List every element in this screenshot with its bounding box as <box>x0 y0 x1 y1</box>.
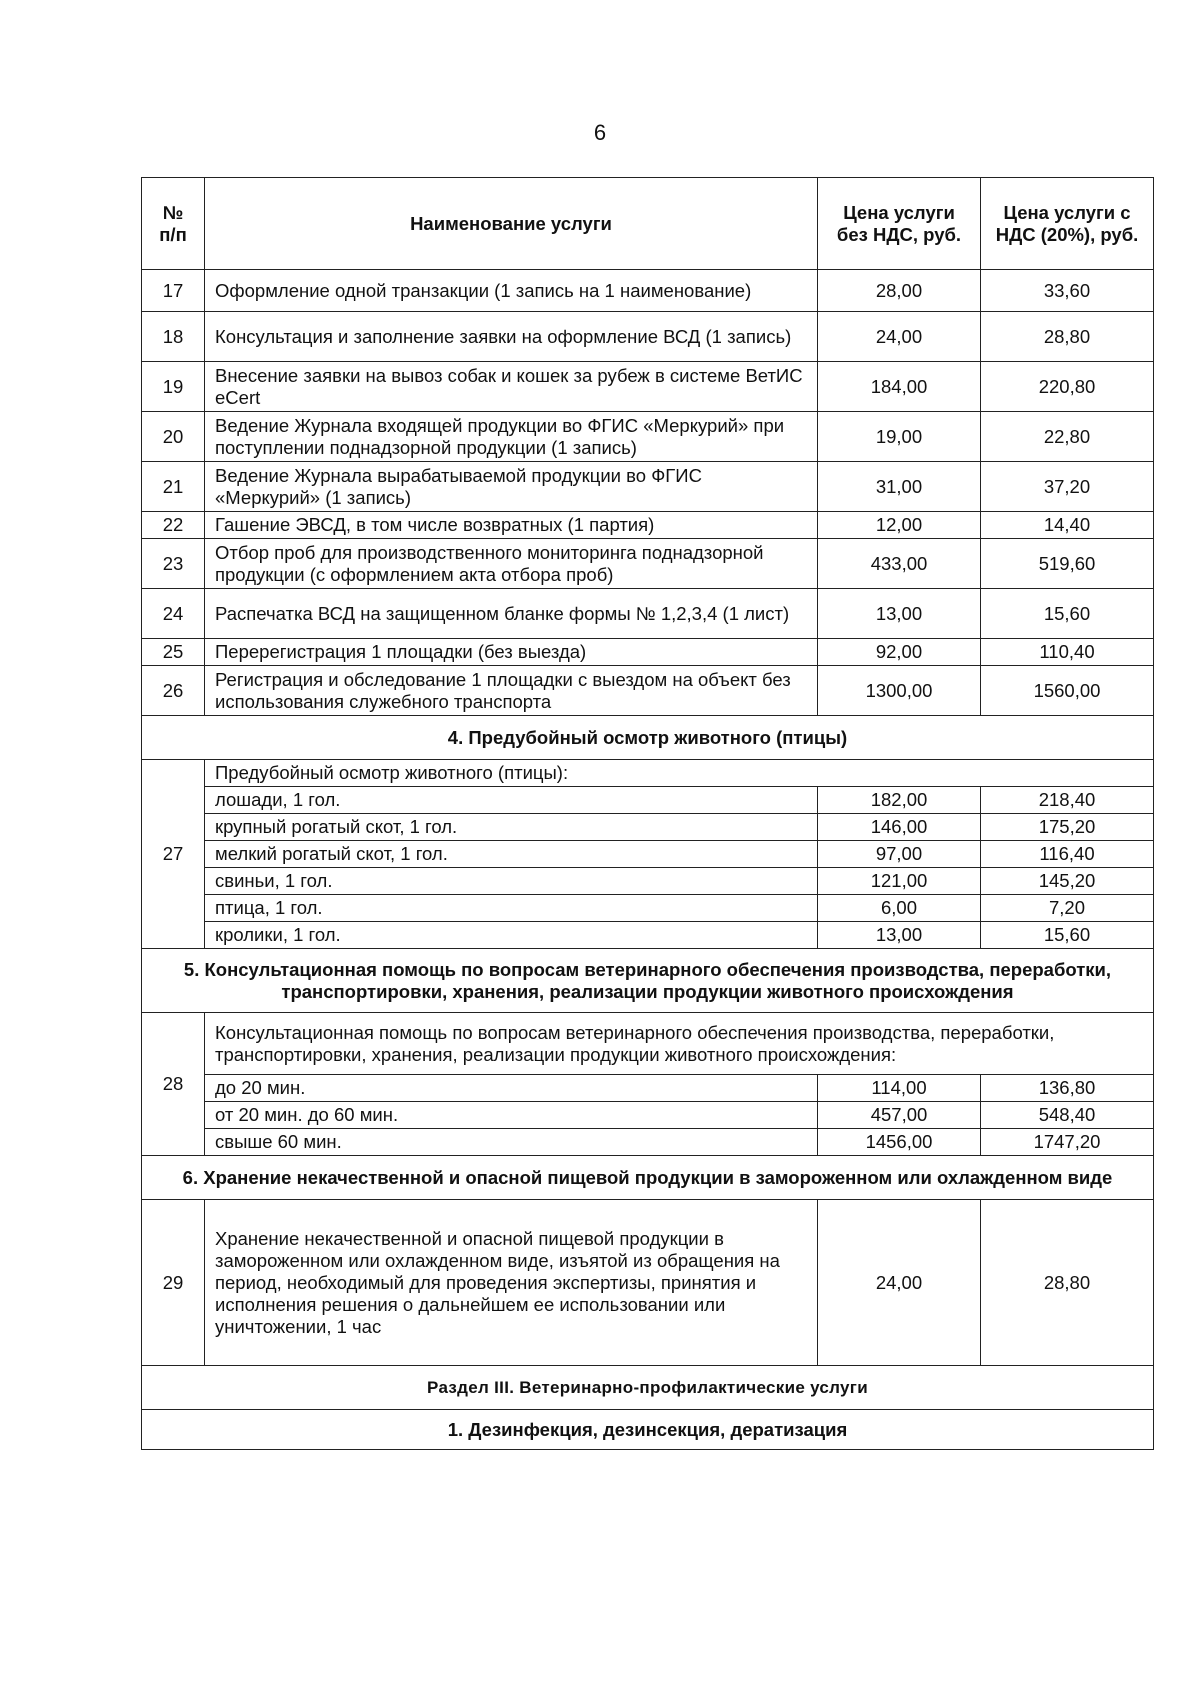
sub-row <box>142 1129 1154 1156</box>
price-no-vat: 24,00 <box>818 1200 981 1366</box>
sub-item-name: крупный рогатый скот, 1 гол. <box>205 814 818 841</box>
price-vat: 145,20 <box>981 868 1154 895</box>
section-6-title: 6. Хранение некачественной и опасной пищевой продукции в замороженном или охлажденном виде <box>142 1156 1154 1200</box>
price-table <box>141 177 1154 1450</box>
price-vat: 37,20 <box>981 462 1154 512</box>
price-vat: 218,40 <box>981 787 1154 814</box>
sub-row <box>142 868 1154 895</box>
row-number: 22 <box>142 512 205 539</box>
table-row <box>142 462 1154 512</box>
price-vat: 15,60 <box>981 589 1154 639</box>
part-3-subsection-title: 1. Дезинфекция, дезинсекция, дератизация <box>142 1410 1154 1450</box>
sub-item-name: свиньи, 1 гол. <box>205 868 818 895</box>
sub-item-name: кролики, 1 гол. <box>205 922 818 949</box>
sub-row <box>142 814 1154 841</box>
row-number: 19 <box>142 362 205 412</box>
table-row <box>142 666 1154 716</box>
sub-row <box>142 1102 1154 1129</box>
price-no-vat: 1300,00 <box>818 666 981 716</box>
row-number: 29 <box>142 1200 205 1366</box>
service-intro: Консультационная помощь по вопросам ветеринарного обеспечения производства, переработки, транспортировки, хранения, реализации продукции животного происхождения: <box>205 1013 1154 1075</box>
price-vat: 548,40 <box>981 1102 1154 1129</box>
sub-row <box>142 787 1154 814</box>
price-vat: 175,20 <box>981 814 1154 841</box>
table-row <box>142 412 1154 462</box>
sub-row <box>142 841 1154 868</box>
price-no-vat: 146,00 <box>818 814 981 841</box>
service-intro: Предубойный осмотр животного (птицы): <box>205 760 1154 787</box>
table-row <box>142 1013 1154 1075</box>
price-vat: 28,80 <box>981 1200 1154 1366</box>
row-number: 23 <box>142 539 205 589</box>
service-name: Перерегистрация 1 площадки (без выезда) <box>205 639 818 666</box>
price-vat: 1747,20 <box>981 1129 1154 1156</box>
price-vat: 15,60 <box>981 922 1154 949</box>
price-vat: 33,60 <box>981 270 1154 312</box>
price-vat: 14,40 <box>981 512 1154 539</box>
price-no-vat: 92,00 <box>818 639 981 666</box>
price-no-vat: 13,00 <box>818 922 981 949</box>
price-no-vat: 28,00 <box>818 270 981 312</box>
sub-item-name: мелкий рогатый скот, 1 гол. <box>205 841 818 868</box>
header-price-no-vat: Цена услуги без НДС, руб. <box>818 178 981 270</box>
section-row <box>142 1156 1154 1200</box>
price-no-vat: 121,00 <box>818 868 981 895</box>
price-no-vat: 97,00 <box>818 841 981 868</box>
table-header-row <box>142 178 1154 270</box>
price-vat: 220,80 <box>981 362 1154 412</box>
section-row <box>142 949 1154 1013</box>
price-no-vat: 31,00 <box>818 462 981 512</box>
row-number: 21 <box>142 462 205 512</box>
row-number: 18 <box>142 312 205 362</box>
price-vat: 110,40 <box>981 639 1154 666</box>
table-row <box>142 312 1154 362</box>
header-name: Наименование услуги <box>205 178 818 270</box>
price-vat: 519,60 <box>981 539 1154 589</box>
sub-row <box>142 895 1154 922</box>
service-name: Распечатка ВСД на защищенном бланке формы № 1,2,3,4 (1 лист) <box>205 589 818 639</box>
sub-item-name: от 20 мин. до 60 мин. <box>205 1102 818 1129</box>
table-row <box>142 1200 1154 1366</box>
price-no-vat: 457,00 <box>818 1102 981 1129</box>
sub-row <box>142 922 1154 949</box>
sub-item-name: лошади, 1 гол. <box>205 787 818 814</box>
service-name: Гашение ЭВСД, в том числе возвратных (1 партия) <box>205 512 818 539</box>
row-number: 28 <box>142 1013 205 1156</box>
page-number: 6 <box>593 120 607 145</box>
table-row <box>142 512 1154 539</box>
service-name: Консультация и заполнение заявки на оформление ВСД (1 запись) <box>205 312 818 362</box>
row-number: 25 <box>142 639 205 666</box>
price-vat: 1560,00 <box>981 666 1154 716</box>
sub-item-name: свыше 60 мин. <box>205 1129 818 1156</box>
table-row <box>142 539 1154 589</box>
price-no-vat: 433,00 <box>818 539 981 589</box>
table-row <box>142 639 1154 666</box>
price-vat: 116,40 <box>981 841 1154 868</box>
row-number: 20 <box>142 412 205 462</box>
header-num: № п/п <box>142 178 205 270</box>
price-no-vat: 12,00 <box>818 512 981 539</box>
price-vat: 136,80 <box>981 1075 1154 1102</box>
price-no-vat: 6,00 <box>818 895 981 922</box>
price-no-vat: 184,00 <box>818 362 981 412</box>
row-number: 17 <box>142 270 205 312</box>
price-no-vat: 182,00 <box>818 787 981 814</box>
service-name: Внесение заявки на вывоз собак и кошек за рубеж в системе ВетИС eCert <box>205 362 818 412</box>
price-no-vat: 1456,00 <box>818 1129 981 1156</box>
part-3-title: Раздел III. Ветеринарно-профилактические услуги <box>142 1366 1154 1410</box>
row-number: 24 <box>142 589 205 639</box>
table-row <box>142 362 1154 412</box>
table-row <box>142 760 1154 787</box>
section-4-title: 4. Предубойный осмотр животного (птицы) <box>142 716 1154 760</box>
section-row <box>142 1366 1154 1410</box>
table-row <box>142 270 1154 312</box>
price-vat: 22,80 <box>981 412 1154 462</box>
price-vat: 28,80 <box>981 312 1154 362</box>
price-vat: 7,20 <box>981 895 1154 922</box>
service-name: Оформление одной транзакции (1 запись на 1 наименование) <box>205 270 818 312</box>
section-row <box>142 716 1154 760</box>
sub-item-name: птица, 1 гол. <box>205 895 818 922</box>
table-row <box>142 589 1154 639</box>
price-no-vat: 24,00 <box>818 312 981 362</box>
price-no-vat: 13,00 <box>818 589 981 639</box>
service-name: Регистрация и обследование 1 площадки с выездом на объект без использования служебного транспорта <box>205 666 818 716</box>
sub-item-name: до 20 мин. <box>205 1075 818 1102</box>
price-no-vat: 114,00 <box>818 1075 981 1102</box>
sub-row <box>142 1075 1154 1102</box>
row-number: 27 <box>142 760 205 949</box>
service-name: Ведение Журнала входящей продукции во ФГИС «Меркурий» при поступлении поднадзорной продукции (1 запись) <box>205 412 818 462</box>
service-name: Хранение некачественной и опасной пищевой продукции в замороженном или охлажденном виде, изъятой из обращения на период, необходимый для проведения экспертизы, принятия и исполнения решения о дальнейшем ее использовании или уничтожении, 1 час <box>205 1200 818 1366</box>
section-row <box>142 1410 1154 1450</box>
section-5-title: 5. Консультационная помощь по вопросам ветеринарного обеспечения производства, переработки, транспортировки, хранения, реализации продукции животного происхождения <box>142 949 1154 1013</box>
row-number: 26 <box>142 666 205 716</box>
header-price-vat: Цена услуги с НДС (20%), руб. <box>981 178 1154 270</box>
service-name: Отбор проб для производственного мониторинга поднадзорной продукции (с оформлением акта отбора проб) <box>205 539 818 589</box>
price-no-vat: 19,00 <box>818 412 981 462</box>
service-name: Ведение Журнала вырабатываемой продукции во ФГИС «Меркурий» (1 запись) <box>205 462 818 512</box>
